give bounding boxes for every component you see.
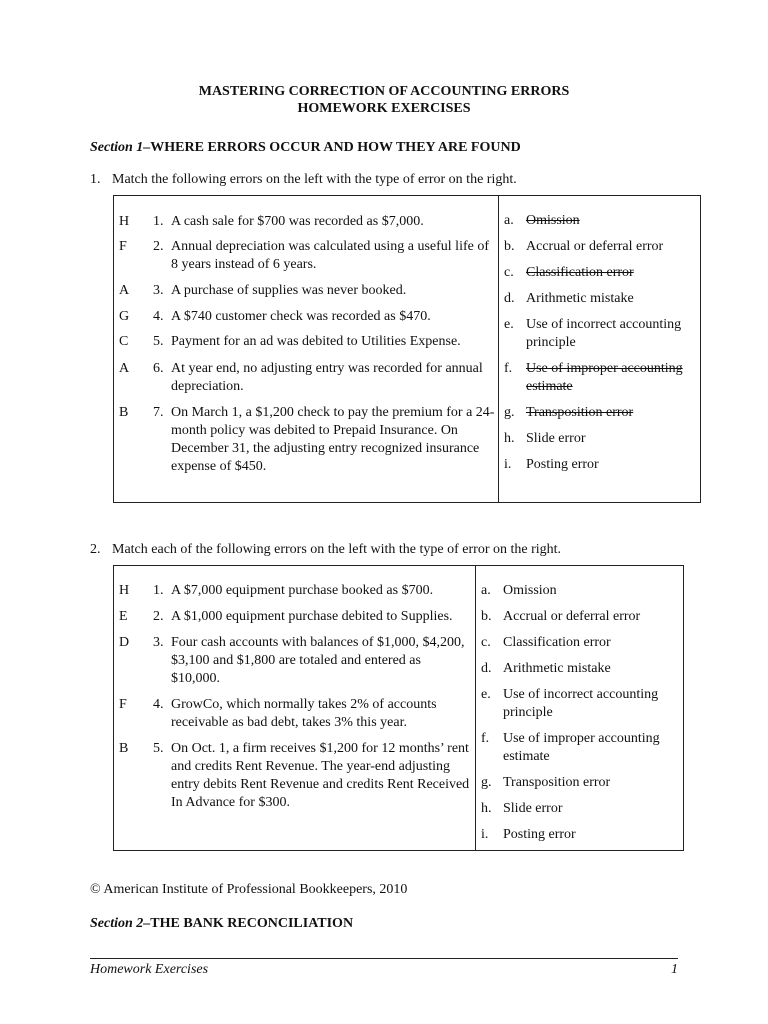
error-text-line: In Advance for $300. bbox=[171, 795, 290, 810]
error-text-line: At year end, no adjusting entry was recorded for annual bbox=[171, 361, 483, 376]
question-1-number: 1. bbox=[90, 172, 101, 187]
error-text-line: Payment for an ad was debited to Utilities Expense. bbox=[171, 334, 461, 349]
error-text-line: GrowCo, which normally takes 2% of accounts bbox=[171, 697, 437, 712]
error-type-text-line: estimate bbox=[526, 379, 573, 394]
section-2-heading bbox=[90, 915, 353, 933]
error-type-text-line: principle bbox=[526, 335, 576, 350]
error-type-text-line: estimate bbox=[503, 749, 550, 764]
answer-letter: E bbox=[119, 609, 128, 624]
error-text-line: $10,000. bbox=[171, 671, 220, 686]
error-type-letter: a. bbox=[481, 583, 491, 598]
column-divider bbox=[498, 196, 499, 502]
section-1-dash: – bbox=[143, 140, 151, 155]
error-type-text-line: Arithmetic mistake bbox=[526, 291, 634, 306]
error-type-letter: c. bbox=[481, 635, 491, 650]
question-2-text: Match each of the following errors on the left with the type of error on the right. bbox=[112, 542, 562, 557]
question-1-matching-table bbox=[113, 195, 701, 503]
section-1-title: WHERE ERRORS OCCUR AND HOW THEY ARE FOUND bbox=[150, 140, 521, 155]
error-type-text-line: Use of incorrect accounting bbox=[503, 687, 659, 702]
question-1-text: Match the following errors on the left with the type of error on the right. bbox=[112, 172, 517, 187]
error-index: 5. bbox=[153, 334, 164, 349]
error-text-line: A $1,000 equipment purchase debited to Supplies. bbox=[171, 609, 453, 624]
document-title: MASTERING CORRECTION OF ACCOUNTING ERRORS bbox=[198, 84, 570, 99]
error-type-letter: i. bbox=[504, 457, 512, 472]
answer-letter: A bbox=[119, 361, 130, 376]
error-type-letter: b. bbox=[481, 609, 492, 624]
error-type-text-line: Classification error bbox=[503, 635, 611, 650]
answer-letter: F bbox=[119, 239, 127, 254]
error-type-text-line: Posting error bbox=[503, 827, 576, 842]
answer-letter: B bbox=[119, 405, 129, 420]
error-text-line: A purchase of supplies was never booked. bbox=[171, 283, 407, 298]
error-type-letter: h. bbox=[481, 801, 492, 816]
answer-letter: B bbox=[119, 741, 129, 756]
question-2-number: 2. bbox=[90, 542, 101, 557]
answer-letter: C bbox=[119, 334, 129, 349]
error-text-line: On March 1, a $1,200 check to pay the premium for a 24- bbox=[171, 405, 495, 420]
footer-title: Homework Exercises bbox=[90, 962, 209, 977]
question-2-matching-table bbox=[113, 565, 684, 851]
error-text-line: A cash sale for $700 was recorded as $7,000. bbox=[171, 214, 424, 229]
error-type-letter: b. bbox=[504, 239, 515, 254]
error-type-letter: f. bbox=[504, 361, 513, 376]
answer-letter: A bbox=[119, 283, 130, 298]
error-text-line: $3,100 and $1,800 are totaled and entered as bbox=[171, 653, 421, 668]
error-type-text-line: Classification error bbox=[526, 265, 634, 280]
error-text-line: receivable as bad debt, takes 3% this year. bbox=[171, 715, 407, 730]
copyright-notice: © American Institute of Professional Bookkeepers, 2010 bbox=[90, 882, 408, 897]
error-text-line: 8 years instead of 6 years. bbox=[171, 257, 317, 272]
error-type-letter: g. bbox=[504, 405, 515, 420]
error-type-text-line: Slide error bbox=[503, 801, 563, 816]
error-text-line: month policy was debited to Prepaid Insurance. On bbox=[171, 423, 458, 438]
footer-page-number: 1 bbox=[671, 962, 678, 977]
error-type-letter: h. bbox=[504, 431, 515, 446]
error-index: 4. bbox=[153, 309, 164, 324]
error-type-letter: i. bbox=[481, 827, 489, 842]
error-index: 1. bbox=[153, 214, 164, 229]
error-text-line: December 31, the adjusting entry recognized insurance bbox=[171, 441, 480, 456]
error-text-line: Four cash accounts with balances of $1,000, $4,200, bbox=[171, 635, 465, 650]
section-2-label: Section 2 bbox=[90, 916, 144, 931]
error-index: 6. bbox=[153, 361, 164, 376]
error-index: 1. bbox=[153, 583, 164, 598]
error-text-line: depreciation. bbox=[171, 379, 244, 394]
section-2-dash: – bbox=[143, 916, 151, 931]
question-2-prompt bbox=[90, 541, 561, 559]
error-type-letter: e. bbox=[504, 317, 514, 332]
error-text-line: A $740 customer check was recorded as $470. bbox=[171, 309, 431, 324]
error-type-letter: d. bbox=[481, 661, 492, 676]
error-type-text-line: Use of incorrect accounting bbox=[526, 317, 682, 332]
error-index: 2. bbox=[153, 609, 164, 624]
error-type-text-line: Arithmetic mistake bbox=[503, 661, 611, 676]
error-type-letter: f. bbox=[481, 731, 490, 746]
error-index: 3. bbox=[153, 283, 164, 298]
section-1-heading bbox=[90, 139, 521, 157]
error-type-text-line: Use of improper accounting bbox=[526, 361, 683, 376]
error-type-text-line: Transposition error bbox=[503, 775, 611, 790]
error-index: 5. bbox=[153, 741, 164, 756]
answer-letter: H bbox=[119, 583, 130, 598]
error-text-line: expense of $450. bbox=[171, 459, 267, 474]
error-index: 2. bbox=[153, 239, 164, 254]
section-1-label: Section 1 bbox=[90, 140, 144, 155]
error-type-text-line: Omission bbox=[526, 213, 580, 228]
answer-letter: H bbox=[119, 214, 130, 229]
error-index: 4. bbox=[153, 697, 164, 712]
answer-letter: D bbox=[119, 635, 130, 650]
error-text-line: entry debits Rent Revenue and credits Rent Received bbox=[171, 777, 470, 792]
error-type-text-line: Accrual or deferral error bbox=[503, 609, 641, 624]
error-text-line: On Oct. 1, a firm receives $1,200 for 12 months’ rent bbox=[171, 741, 469, 756]
error-type-text-line: Posting error bbox=[526, 457, 599, 472]
question-1-prompt bbox=[90, 171, 517, 189]
column-divider bbox=[475, 566, 476, 850]
error-text-line: Annual depreciation was calculated using a useful life of bbox=[171, 239, 489, 254]
error-type-letter: d. bbox=[504, 291, 515, 306]
document-subtitle: HOMEWORK EXERCISES bbox=[297, 101, 471, 116]
error-type-letter: c. bbox=[504, 265, 514, 280]
section-2-title: THE BANK RECONCILIATION bbox=[150, 916, 354, 931]
error-type-text-line: Accrual or deferral error bbox=[526, 239, 664, 254]
answer-letter: G bbox=[119, 309, 130, 324]
error-type-letter: e. bbox=[481, 687, 491, 702]
answer-letter: F bbox=[119, 697, 127, 712]
error-type-text-line: Slide error bbox=[526, 431, 586, 446]
error-index: 7. bbox=[153, 405, 164, 420]
footer-rule bbox=[90, 958, 678, 959]
error-type-text-line: principle bbox=[503, 705, 553, 720]
error-type-letter: g. bbox=[481, 775, 492, 790]
error-index: 3. bbox=[153, 635, 164, 650]
error-text-line: and credits Rent Revenue. The year-end adjusting bbox=[171, 759, 450, 774]
error-type-text-line: Transposition error bbox=[526, 405, 634, 420]
error-type-letter: a. bbox=[504, 213, 514, 228]
error-text-line: A $7,000 equipment purchase booked as $700. bbox=[171, 583, 434, 598]
error-type-text-line: Use of improper accounting bbox=[503, 731, 660, 746]
error-type-text-line: Omission bbox=[503, 583, 557, 598]
